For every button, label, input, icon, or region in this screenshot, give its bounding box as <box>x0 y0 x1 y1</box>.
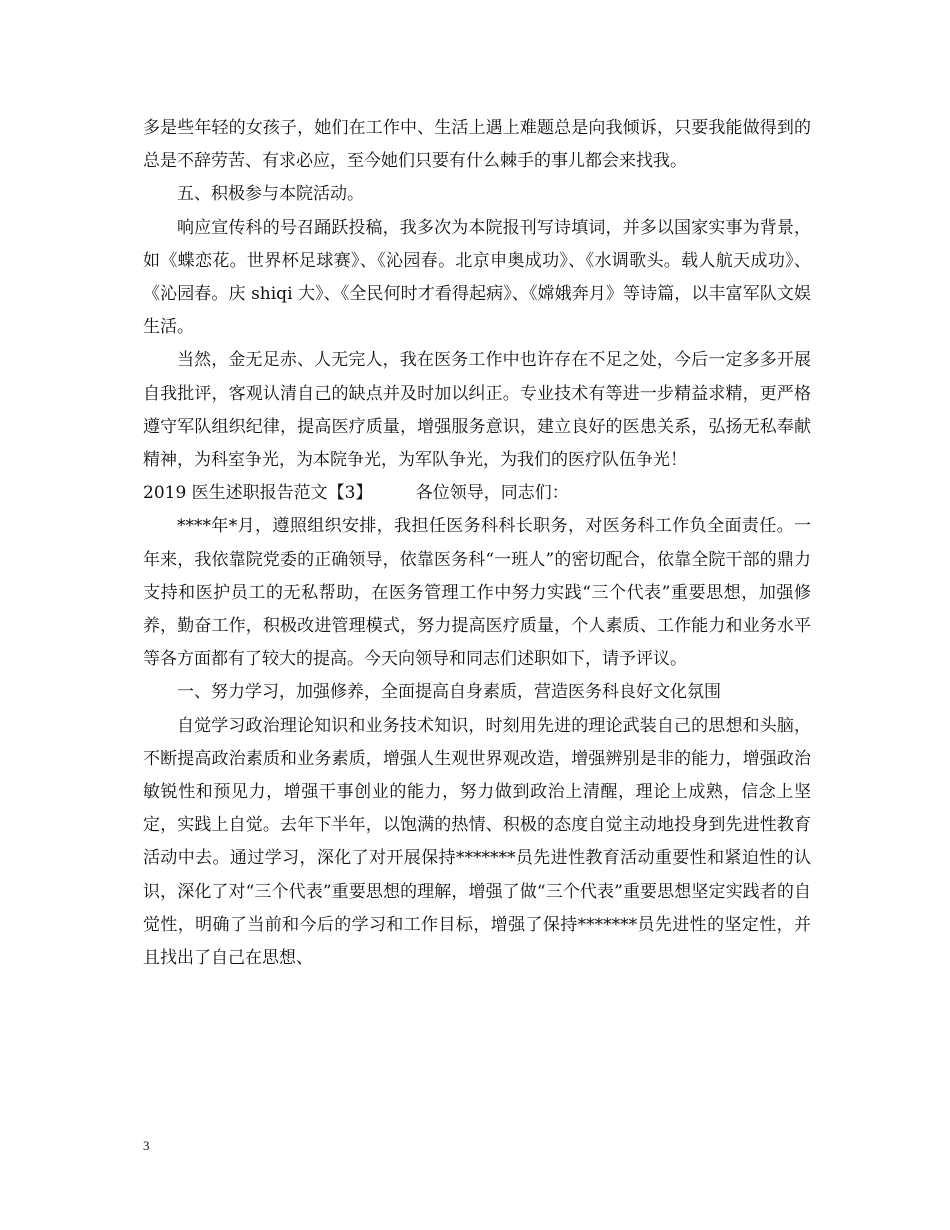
section-heading-5: 五、积极参与本院活动。 <box>177 184 364 205</box>
paragraph-3: 当然，金无足赤、人无完人，我在医务工作中也许存在不足之处，今后一定多多开展自我批评，客观认清自己的缺点并及时加以纠正。专业技术有等进一步精益求精，更严格遵守军队组织纪律，提高医疗质量，增强服务意识，建立良好的医患关系，弘扬无私奉献精神，为科室争光，为本院争光，为军队争光，为我们的医疗队伍争光！ <box>143 350 811 471</box>
page-number: 3 <box>143 1138 150 1153</box>
paragraph-4: ****年*月，遵照组织安排，我担任医务科科长职务，对医务科工作负全面责任。一年来，我依靠院党委的正确领导，依靠医务科“一班人”的密切配合，依靠全院干部的鼎力支持和医护员工的无私帮助，在医务管理工作中努力实践“三个代表”重要思想，加强修养，勤奋工作，积极改进管理模式，努力提高医疗质量，个人素质、工作能力和业务水平等各方面都有了较大的提高。今天向领导和同志们述职如下，请予评议。 <box>143 516 811 670</box>
document-body <box>143 112 811 975</box>
paragraph-5: 自觉学习政治理论知识和业务技术知识，时刻用先进的理论武装自己的思想和头脑，不断提高政治素质和业务素质，增强人生观世界观改造，增强辨别是非的能力，增强政治敏锐性和预见力，增强干事创业的能力，努力做到政治上清醒，理论上成熟，信念上坚定，实践上自觉。去年下半年，以饱满的热情、积极的态度自觉主动地投身到先进性教育活动中去。通过学习，深化了对开展保持*******员先进性教育活动重要性和紧迫性的认识，深化了对“三个代表”重要思想的理解，增强了做“三个代表”重要思想坚定实践者的自觉性，明确了当前和今后的学习和工作目标，增强了保持*******员先进性的坚定性，并且找出了自己在思想、 <box>143 715 811 969</box>
paragraph-1: 多是些年轻的女孩子，她们在工作中、生活上遇上难题总是向我倾诉，只要我能做得到的总是不辞劳苦、有求必应，至今她们只要有什么棘手的事儿都会来找我。 <box>143 118 811 172</box>
report-title-line: 2019 医生述职报告范文【3】 各位领导，同志们： <box>143 483 569 504</box>
section-heading-1: 一、努力学习，加强修养，全面提高自身素质，营造医务科良好文化氛围 <box>177 682 721 703</box>
paragraph-2: 响应宣传科的号召踊跃投稿，我多次为本院报刊写诗填词，并多以国家实事为背景，如《蝶恋花。世界杯足球赛》、《沁园春。北京申奥成功》、《水调歌头。载人航天成功》、《沁园春。庆 shiqi 大》、《全民何时才看得起病》、《嫦娥奔月》等诗篇，以丰富军队文娱生活。 <box>143 217 811 338</box>
